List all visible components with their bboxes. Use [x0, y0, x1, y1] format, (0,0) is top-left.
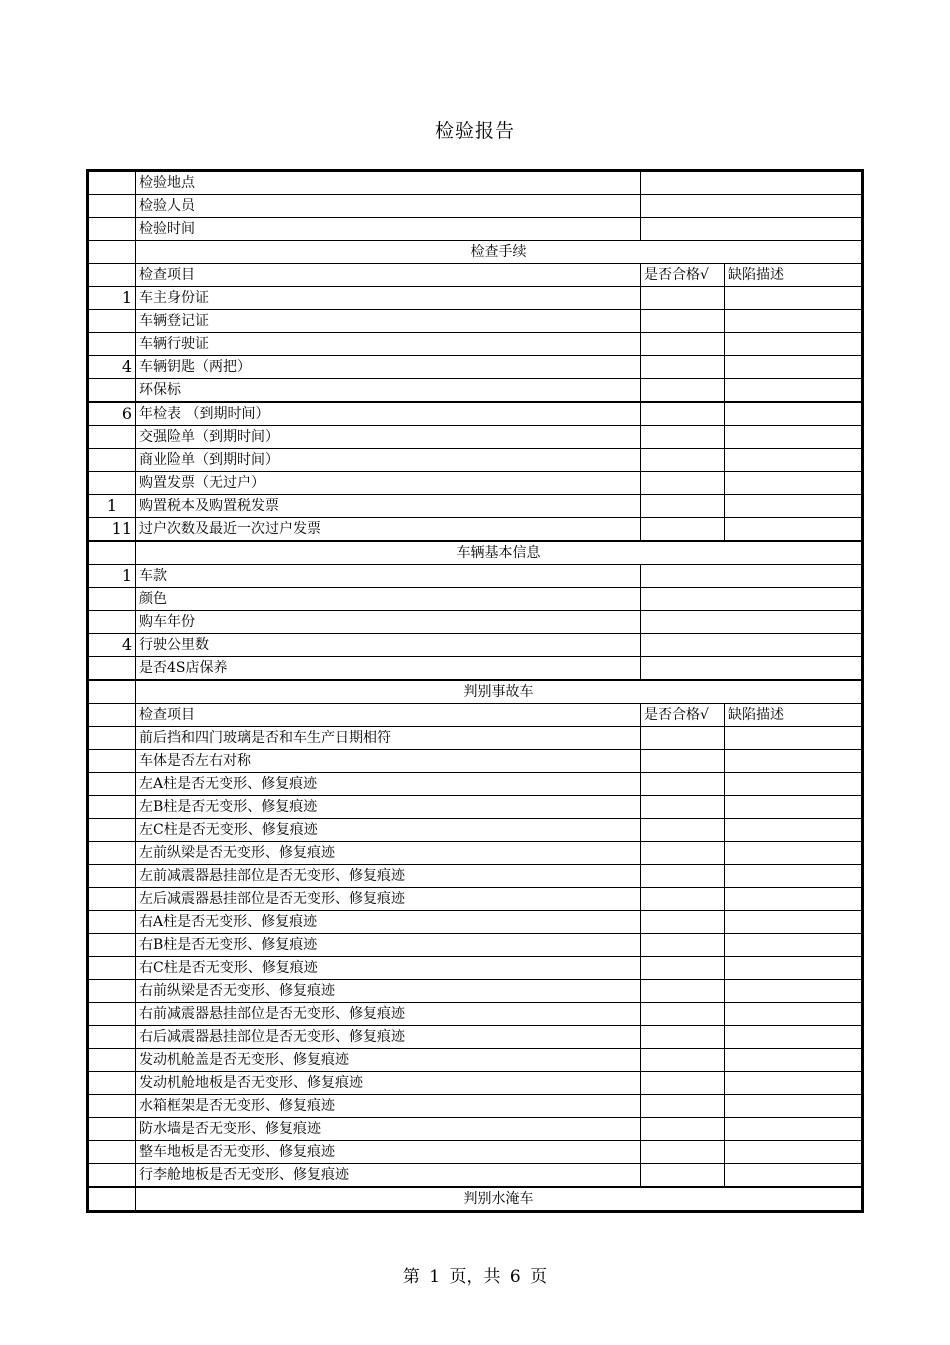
defect-cell[interactable] — [725, 1003, 863, 1026]
pass-cell[interactable] — [641, 1141, 725, 1164]
item-label: 年检表 （到期时间） — [136, 402, 641, 426]
section-header-accident — [88, 680, 863, 704]
pass-cell[interactable] — [641, 888, 725, 911]
value-cell[interactable] — [641, 634, 863, 657]
table-row — [88, 1164, 863, 1188]
row-number — [88, 333, 136, 356]
table-row — [88, 773, 863, 796]
row-number-cell — [88, 911, 136, 934]
table-row — [88, 449, 863, 472]
table-row — [88, 980, 863, 1003]
pass-cell[interactable] — [641, 379, 725, 403]
table-row — [88, 1049, 863, 1072]
table-row — [88, 934, 863, 957]
column-header-item: 检查项目 — [136, 264, 641, 287]
row-number-cell — [88, 819, 136, 842]
pass-cell[interactable] — [641, 1049, 725, 1072]
table-row — [88, 634, 863, 657]
table-row — [88, 1141, 863, 1164]
defect-cell[interactable] — [725, 472, 863, 495]
pass-cell[interactable] — [641, 333, 725, 356]
item-label: 是否4S店保养 — [136, 657, 641, 681]
row-number — [88, 379, 136, 403]
table-row — [88, 333, 863, 356]
row-number-cell — [88, 241, 136, 264]
table-row — [88, 865, 863, 888]
defect-cell[interactable] — [725, 842, 863, 865]
row-number-cell — [88, 1003, 136, 1026]
pass-cell[interactable] — [641, 865, 725, 888]
row-number-cell — [88, 1164, 136, 1188]
row-number — [88, 310, 136, 333]
row-number-cell — [88, 727, 136, 750]
pass-cell[interactable] — [641, 495, 725, 518]
item-label: 购置税本及购置税发票 — [136, 495, 641, 518]
info-row-inspector — [88, 195, 863, 218]
defect-cell[interactable] — [725, 1049, 863, 1072]
item-label: 交强险单（到期时间） — [136, 426, 641, 449]
pass-cell[interactable] — [641, 980, 725, 1003]
table-row — [88, 588, 863, 611]
table-row — [88, 565, 863, 588]
info-row-location — [88, 171, 863, 195]
table-row — [88, 472, 863, 495]
item-label: 左C柱是否无变形、修复痕迹 — [136, 819, 641, 842]
pass-cell[interactable] — [641, 356, 725, 379]
item-label: 环保标 — [136, 379, 641, 403]
table-row — [88, 727, 863, 750]
info-value-cell[interactable] — [641, 171, 863, 195]
row-number — [88, 449, 136, 472]
item-label: 右B柱是否无变形、修复痕迹 — [136, 934, 641, 957]
defect-cell[interactable] — [725, 495, 863, 518]
defect-cell[interactable] — [725, 379, 863, 403]
pass-cell[interactable] — [641, 1118, 725, 1141]
info-row-time — [88, 218, 863, 241]
pass-cell[interactable] — [641, 1026, 725, 1049]
page-footer: 第 1 页，共 6 页 — [402, 1267, 548, 1287]
section-title: 判别水淹车 — [136, 1187, 863, 1212]
value-cell[interactable] — [641, 565, 863, 588]
defect-cell[interactable] — [725, 287, 863, 310]
row-number: 1 — [88, 495, 136, 518]
table-row — [88, 1118, 863, 1141]
pass-cell[interactable] — [641, 310, 725, 333]
pass-cell[interactable] — [641, 426, 725, 449]
item-label: 右A柱是否无变形、修复痕迹 — [136, 911, 641, 934]
item-label: 水箱框架是否无变形、修复痕迹 — [136, 1095, 641, 1118]
defect-cell[interactable] — [725, 1095, 863, 1118]
defect-cell[interactable] — [725, 911, 863, 934]
item-label: 车款 — [136, 565, 641, 588]
pass-cell[interactable] — [641, 402, 725, 426]
item-label: 车体是否左右对称 — [136, 750, 641, 773]
defect-cell[interactable] — [725, 1164, 863, 1188]
row-number — [88, 657, 136, 681]
defect-cell[interactable] — [725, 957, 863, 980]
defect-cell[interactable] — [725, 819, 863, 842]
pass-cell[interactable] — [641, 750, 725, 773]
item-label: 颜色 — [136, 588, 641, 611]
defect-cell[interactable] — [725, 1141, 863, 1164]
item-label: 车辆钥匙（两把） — [136, 356, 641, 379]
defect-cell[interactable] — [725, 796, 863, 819]
row-number-cell — [88, 865, 136, 888]
pass-cell[interactable] — [641, 1164, 725, 1188]
defect-cell[interactable] — [725, 773, 863, 796]
table-row — [88, 911, 863, 934]
table-row — [88, 426, 863, 449]
row-number-cell — [88, 541, 136, 565]
table-row — [88, 402, 863, 426]
value-cell[interactable] — [641, 611, 863, 634]
item-label: 左后减震器悬挂部位是否无变形、修复痕迹 — [136, 888, 641, 911]
column-header-defect: 缺陷描述 — [725, 264, 863, 287]
column-header-pass: 是否合格√ — [641, 264, 725, 287]
row-number-cell — [88, 1026, 136, 1049]
item-label: 右前纵梁是否无变形、修复痕迹 — [136, 980, 641, 1003]
section-header-flood — [88, 1187, 863, 1212]
pass-cell[interactable] — [641, 911, 725, 934]
item-label: 发动机舱地板是否无变形、修复痕迹 — [136, 1072, 641, 1095]
item-label: 行驶公里数 — [136, 634, 641, 657]
pass-cell[interactable] — [641, 472, 725, 495]
item-label: 左前减震器悬挂部位是否无变形、修复痕迹 — [136, 865, 641, 888]
table-row — [88, 796, 863, 819]
row-number-cell — [88, 957, 136, 980]
row-number-cell — [88, 1072, 136, 1095]
table-row — [88, 957, 863, 980]
defect-cell[interactable] — [725, 750, 863, 773]
row-number: 1 — [88, 287, 136, 310]
row-number-cell — [88, 1141, 136, 1164]
row-number-cell — [88, 1095, 136, 1118]
row-number-cell — [88, 680, 136, 704]
item-label: 商业险单（到期时间） — [136, 449, 641, 472]
defect-cell[interactable] — [725, 1072, 863, 1095]
defect-cell[interactable] — [725, 865, 863, 888]
defect-cell[interactable] — [725, 518, 863, 542]
table-row — [88, 518, 863, 542]
item-label: 右后减震器悬挂部位是否无变形、修复痕迹 — [136, 1026, 641, 1049]
item-label: 整车地板是否无变形、修复痕迹 — [136, 1141, 641, 1164]
row-number-cell — [88, 842, 136, 865]
section-header-procedures — [88, 241, 863, 264]
row-number-cell — [88, 704, 136, 727]
pass-cell[interactable] — [641, 287, 725, 310]
row-number-cell — [88, 264, 136, 287]
row-number-cell — [88, 773, 136, 796]
item-label: 过户次数及最近一次过户发票 — [136, 518, 641, 542]
column-header-row — [88, 704, 863, 727]
pass-cell[interactable] — [641, 773, 725, 796]
pass-cell[interactable] — [641, 1095, 725, 1118]
table-row — [88, 1072, 863, 1095]
row-number — [88, 588, 136, 611]
table-row — [88, 287, 863, 310]
pass-cell[interactable] — [641, 934, 725, 957]
defect-cell[interactable] — [725, 356, 863, 379]
table-row — [88, 1003, 863, 1026]
page-title: 检验报告 — [434, 120, 515, 142]
row-number: 6 — [88, 402, 136, 426]
pass-cell[interactable] — [641, 449, 725, 472]
table-row — [88, 657, 863, 681]
item-label: 行李舱地板是否无变形、修复痕迹 — [136, 1164, 641, 1188]
item-label: 前后挡和四门玻璃是否和车生产日期相符 — [136, 727, 641, 750]
item-label: 右前减震器悬挂部位是否无变形、修复痕迹 — [136, 1003, 641, 1026]
item-label: 左A柱是否无变形、修复痕迹 — [136, 773, 641, 796]
table-row — [88, 842, 863, 865]
section-title: 判别事故车 — [136, 680, 863, 704]
row-number-cell — [88, 171, 136, 195]
defect-cell[interactable] — [725, 980, 863, 1003]
row-number-cell — [88, 796, 136, 819]
row-number-cell — [88, 1118, 136, 1141]
info-label: 检验地点 — [136, 171, 641, 195]
item-label: 购车年份 — [136, 611, 641, 634]
value-cell[interactable] — [641, 588, 863, 611]
row-number — [88, 472, 136, 495]
item-label: 防水墙是否无变形、修复痕迹 — [136, 1118, 641, 1141]
row-number — [88, 611, 136, 634]
row-number: 4 — [88, 634, 136, 657]
table-row — [88, 379, 863, 403]
defect-cell[interactable] — [725, 426, 863, 449]
table-row — [88, 819, 863, 842]
pass-cell[interactable] — [641, 796, 725, 819]
defect-cell[interactable] — [725, 934, 863, 957]
defect-cell[interactable] — [725, 1026, 863, 1049]
pass-cell[interactable] — [641, 957, 725, 980]
column-header-pass: 是否合格√ — [641, 704, 725, 727]
row-number-cell — [88, 195, 136, 218]
pass-cell[interactable] — [641, 727, 725, 750]
table-row — [88, 310, 863, 333]
pass-cell[interactable] — [641, 518, 725, 542]
row-number: 11 — [88, 518, 136, 542]
value-cell[interactable] — [641, 657, 863, 681]
row-number — [88, 426, 136, 449]
item-label: 发动机舱盖是否无变形、修复痕迹 — [136, 1049, 641, 1072]
info-value-cell[interactable] — [641, 195, 863, 218]
row-number-cell — [88, 750, 136, 773]
table-row — [88, 750, 863, 773]
table-row — [88, 495, 863, 518]
defect-cell[interactable] — [725, 888, 863, 911]
table-row — [88, 356, 863, 379]
row-number-cell — [88, 888, 136, 911]
row-number-cell — [88, 218, 136, 241]
row-number-cell — [88, 1049, 136, 1072]
row-number-cell — [88, 1187, 136, 1212]
info-label: 检验人员 — [136, 195, 641, 218]
row-number: 4 — [88, 356, 136, 379]
defect-cell[interactable] — [725, 402, 863, 426]
column-header-row — [88, 264, 863, 287]
pass-cell[interactable] — [641, 819, 725, 842]
inspection-report-table — [86, 169, 864, 1213]
defect-cell[interactable] — [725, 449, 863, 472]
section-title: 检查手续 — [136, 241, 863, 264]
defect-cell[interactable] — [725, 333, 863, 356]
table-row — [88, 611, 863, 634]
defect-cell[interactable] — [725, 310, 863, 333]
item-label: 左B柱是否无变形、修复痕迹 — [136, 796, 641, 819]
item-label: 左前纵梁是否无变形、修复痕迹 — [136, 842, 641, 865]
section-header-vehicle-info — [88, 541, 863, 565]
column-header-item: 检查项目 — [136, 704, 641, 727]
info-value-cell[interactable] — [641, 218, 863, 241]
table-row — [88, 1095, 863, 1118]
pass-cell[interactable] — [641, 1003, 725, 1026]
row-number: 1 — [88, 565, 136, 588]
item-label: 车辆登记证 — [136, 310, 641, 333]
table-row — [88, 888, 863, 911]
item-label: 购置发票（无过户） — [136, 472, 641, 495]
defect-cell[interactable] — [725, 1118, 863, 1141]
column-header-defect: 缺陷描述 — [725, 704, 863, 727]
section-title: 车辆基本信息 — [136, 541, 863, 565]
item-label: 右C柱是否无变形、修复痕迹 — [136, 957, 641, 980]
row-number-cell — [88, 980, 136, 1003]
info-label: 检验时间 — [136, 218, 641, 241]
pass-cell[interactable] — [641, 1072, 725, 1095]
item-label: 车主身份证 — [136, 287, 641, 310]
row-number-cell — [88, 934, 136, 957]
item-label: 车辆行驶证 — [136, 333, 641, 356]
pass-cell[interactable] — [641, 842, 725, 865]
table-row — [88, 1026, 863, 1049]
defect-cell[interactable] — [725, 727, 863, 750]
